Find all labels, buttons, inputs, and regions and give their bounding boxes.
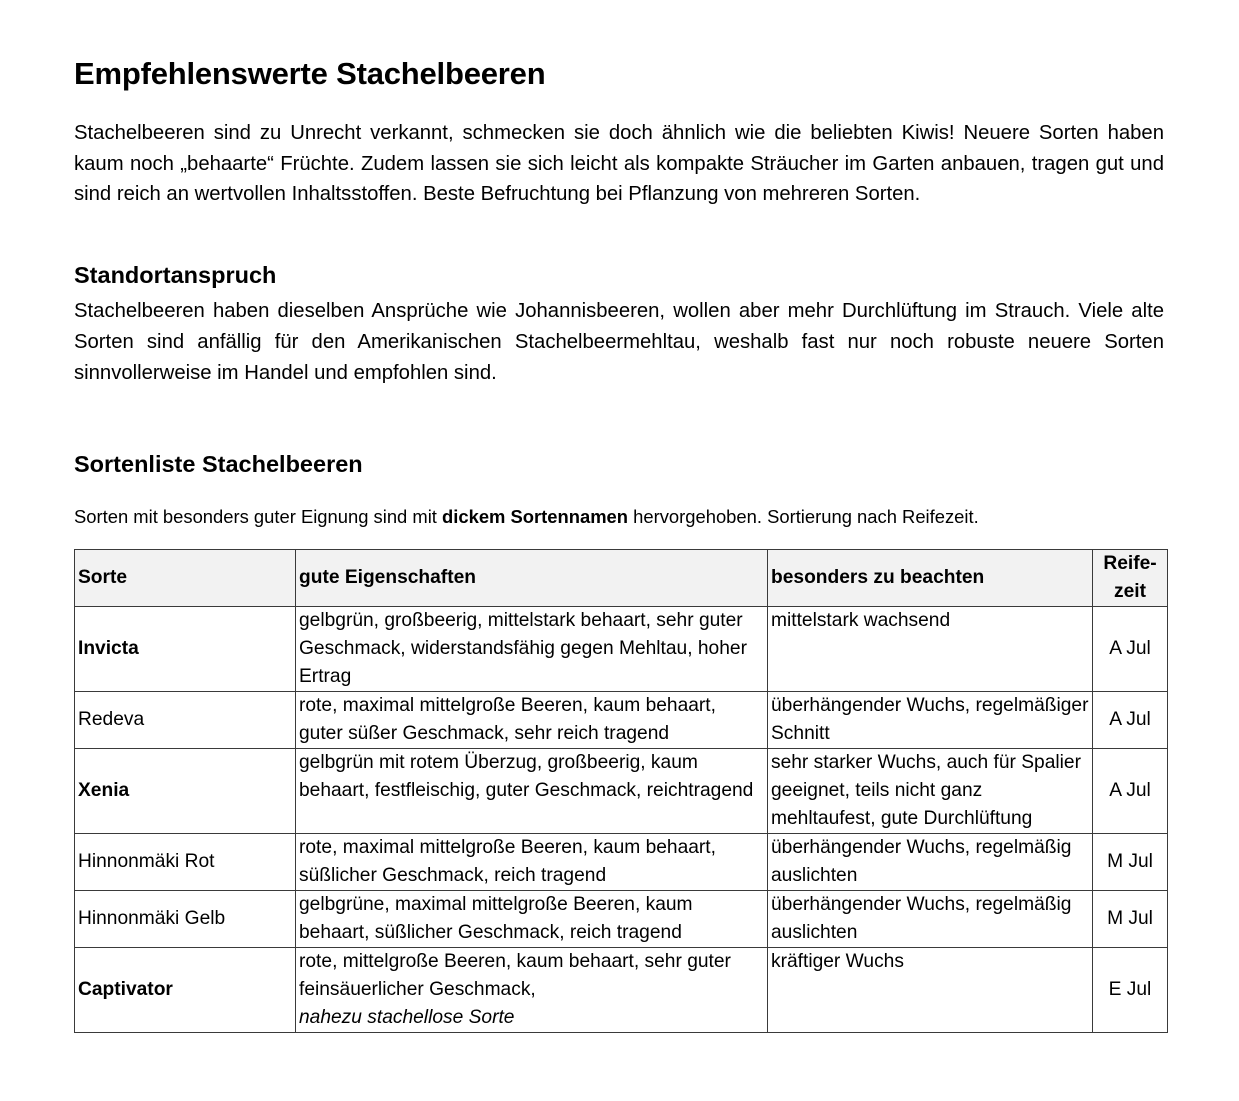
cell-beachten: überhängender Wuchs, regelmäßig auslichten bbox=[768, 834, 1093, 891]
cell-sorte: Hinnonmäki Gelb bbox=[75, 891, 296, 948]
cell-beachten: sehr starker Wuchs, auch für Spalier geeignet, teils nicht ganz mehltaufest, gute Durchlüftung bbox=[768, 749, 1093, 834]
cell-reifezeit: M Jul bbox=[1093, 891, 1168, 948]
table-row bbox=[75, 948, 1168, 1033]
cell-sorte: Invicta bbox=[75, 607, 296, 692]
standort-heading: Standortanspruch bbox=[74, 262, 277, 288]
eigenschaften-text: rote, maximal mittelgroße Beeren, kaum behaart, guter süßer Geschmack, sehr reich tragend bbox=[299, 695, 716, 744]
table-row bbox=[75, 834, 1168, 891]
table-row bbox=[75, 607, 1168, 692]
cell-eigenschaften bbox=[296, 692, 768, 749]
cell-sorte: Redeva bbox=[75, 692, 296, 749]
sortenliste-note bbox=[74, 506, 979, 528]
sorten-table bbox=[74, 549, 1168, 1033]
cell-reifezeit: M Jul bbox=[1093, 834, 1168, 891]
cell-eigenschaften bbox=[296, 891, 768, 948]
cell-eigenschaften bbox=[296, 948, 768, 1033]
cell-beachten: kräftiger Wuchs bbox=[768, 948, 1093, 1033]
header-reifezeit-line1: Reife- bbox=[1103, 553, 1157, 574]
cell-sorte: Xenia bbox=[75, 749, 296, 834]
table-row bbox=[75, 891, 1168, 948]
eigenschaften-text: rote, maximal mittelgroße Beeren, kaum behaart, süßlicher Geschmack, reich tragend bbox=[299, 837, 716, 886]
table-row bbox=[75, 692, 1168, 749]
header-reifezeit bbox=[1093, 550, 1168, 607]
cell-beachten: überhängender Wuchs, regelmäßig auslichten bbox=[768, 891, 1093, 948]
eigenschaften-italic-text: nahezu stachellose Sorte bbox=[299, 1007, 515, 1028]
cell-beachten: überhängender Wuchs, regelmäßiger Schnitt bbox=[768, 692, 1093, 749]
standort-paragraph: Stachelbeeren haben dieselben Ansprüche wie Johannisbeeren, wollen aber mehr Durchlüftung im Strauch. Viele alte Sorten sind anfällig für den Amerikanischen Stachelbeermehltau, weshalb fast nur noch robuste neuere Sorten sinnvollerweise im Handel und empfohlen sind. bbox=[74, 300, 1164, 384]
cell-reifezeit: A Jul bbox=[1093, 607, 1168, 692]
sortenliste-heading: Sortenliste Stachelbeeren bbox=[74, 451, 363, 477]
cell-reifezeit: A Jul bbox=[1093, 749, 1168, 834]
table-row bbox=[75, 749, 1168, 834]
table-header-row bbox=[75, 550, 1168, 607]
table-body bbox=[75, 607, 1168, 1033]
header-sorte: Sorte bbox=[75, 550, 296, 607]
cell-eigenschaften bbox=[296, 607, 768, 692]
cell-sorte: Hinnonmäki Rot bbox=[75, 834, 296, 891]
cell-reifezeit: E Jul bbox=[1093, 948, 1168, 1033]
cell-sorte: Captivator bbox=[75, 948, 296, 1033]
header-reifezeit-line2: zeit bbox=[1114, 581, 1146, 602]
page-title: Empfehlenswerte Stachelbeeren bbox=[74, 56, 546, 91]
cell-reifezeit: A Jul bbox=[1093, 692, 1168, 749]
intro-paragraph: Stachelbeeren sind zu Unrecht verkannt, schmecken sie doch ähnlich wie die beliebten Kiwis! Neuere Sorten haben kaum noch „behaarte“ Früchte. Zudem lassen sie sich leicht als kompakte Sträucher im Garten anbauen, tragen gut und sind reich an wertvollen Inhaltsstoffen. Beste Befruchtung bei Pflanzung von mehreren Sorten. bbox=[74, 122, 1164, 205]
cell-eigenschaften bbox=[296, 834, 768, 891]
header-eigenschaften: gute Eigenschaften bbox=[296, 550, 768, 607]
eigenschaften-text: gelbgrün, großbeerig, mittelstark behaart, sehr guter Geschmack, widerstandsfähig gegen Mehltau, hoher Ertrag bbox=[299, 610, 747, 687]
header-beachten: besonders zu beachten bbox=[768, 550, 1093, 607]
note-text-after: hervorgehoben. Sortierung nach Reifezeit. bbox=[628, 506, 979, 527]
eigenschaften-text: gelbgrüne, maximal mittelgroße Beeren, kaum behaart, süßlicher Geschmack, reich tragend bbox=[299, 894, 693, 943]
eigenschaften-text: rote, mittelgroße Beeren, kaum behaart, sehr guter feinsäuerlicher Geschmack, bbox=[299, 951, 731, 1000]
eigenschaften-text: gelbgrün mit rotem Überzug, großbeerig, kaum behaart, festfleischig, guter Geschmack, reichtragend bbox=[299, 752, 754, 801]
note-bold-text: dickem Sortennamen bbox=[442, 506, 629, 527]
cell-eigenschaften bbox=[296, 749, 768, 834]
cell-beachten: mittelstark wachsend bbox=[768, 607, 1093, 692]
note-text-before: Sorten mit besonders guter Eignung sind mit bbox=[74, 506, 443, 527]
